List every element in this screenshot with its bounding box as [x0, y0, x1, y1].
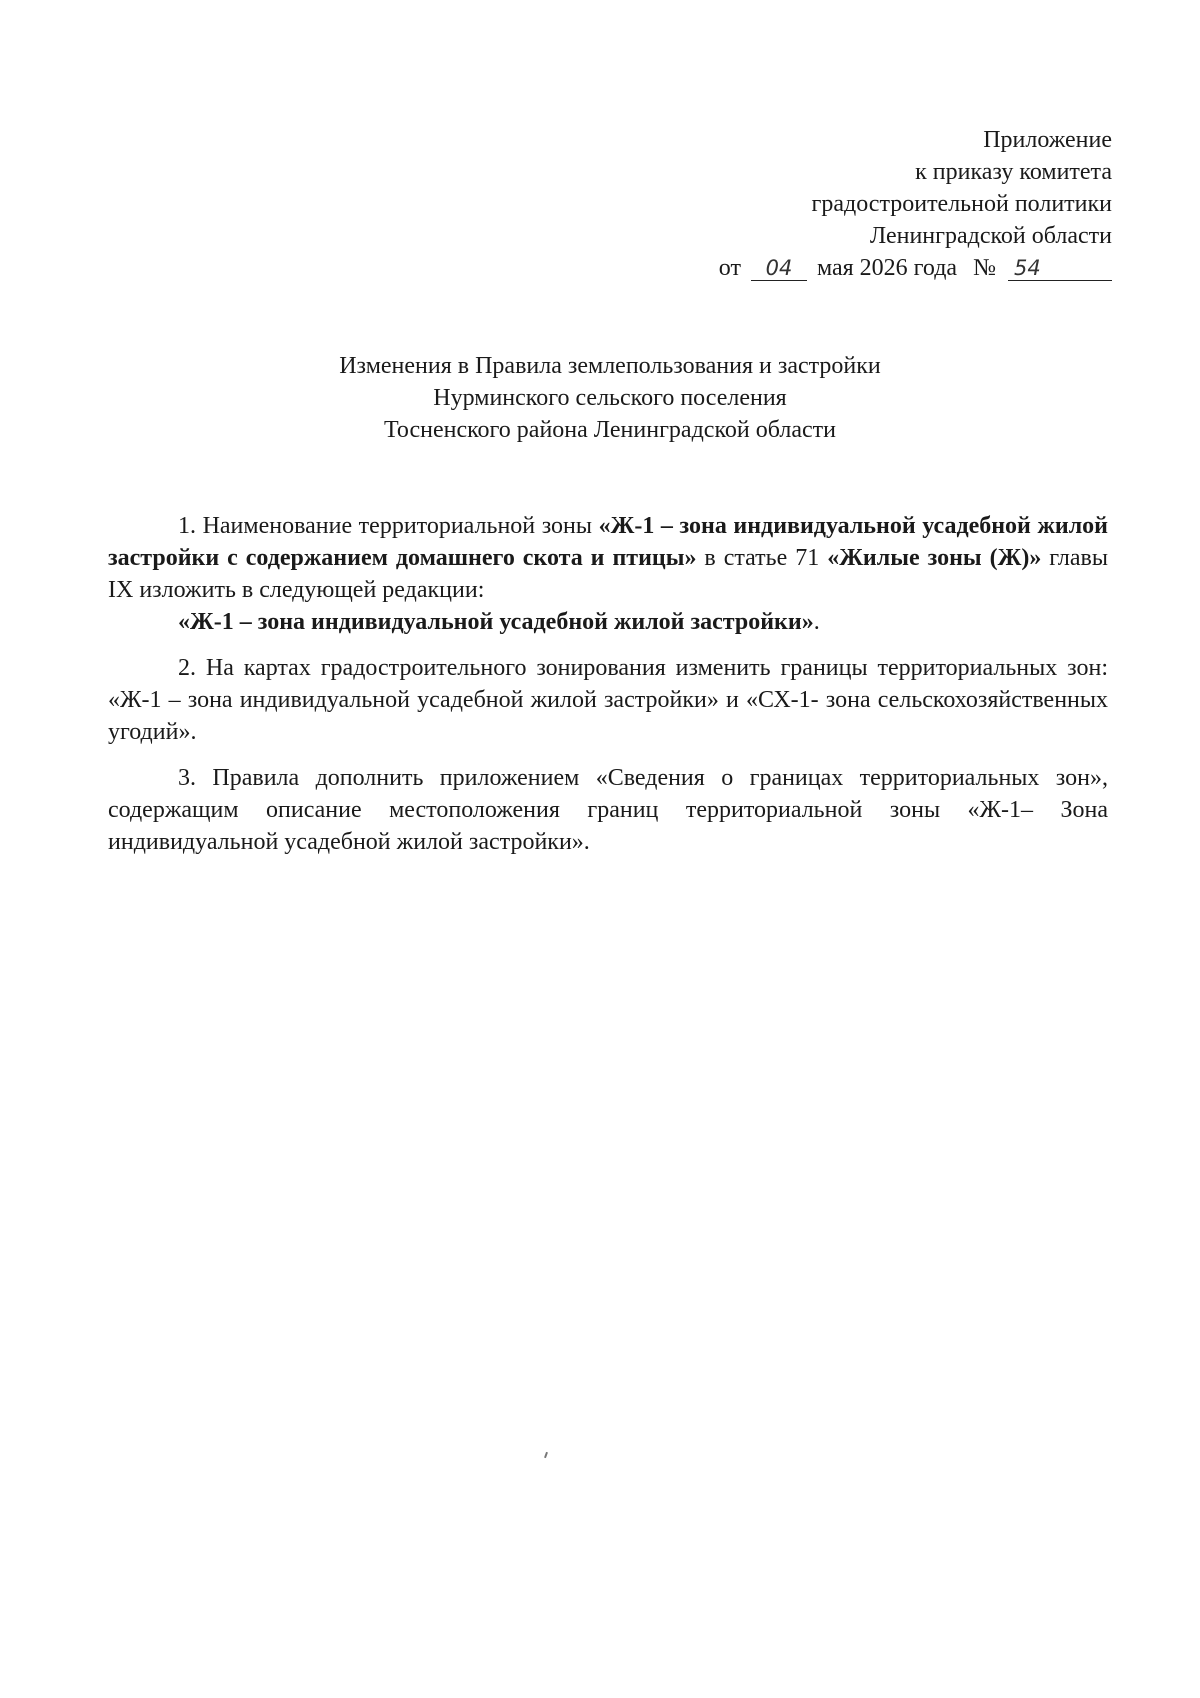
item-1-lead: 1. Наименование территориальной зоны	[178, 513, 599, 539]
order-number-field: 54	[1008, 256, 1112, 281]
item-3: 3. Правила дополнить приложением «Сведения о границах территориальных зон», содержащим описание местоположения границ территориальной зоны «Ж-1– Зона индивидуальной усадебной жилой застройки».	[108, 765, 1108, 855]
order-month-year: мая 2026 года	[816, 255, 958, 281]
item-1-zone-old-name: «Ж-1 – зона индивидуальной усадебной жилой застройки с содержанием домашнего скота и птицы»	[108, 513, 1108, 571]
item-1-tail: главы IX изложить в следующей редакции:	[108, 545, 1108, 603]
order-day-field: 04	[751, 256, 807, 281]
annex-title: Приложение	[983, 127, 1112, 153]
annex-region: Ленинградской области	[869, 223, 1112, 249]
item-1	[108, 510, 1108, 606]
order-number-sign: №	[973, 255, 996, 281]
document-title	[0, 350, 1200, 446]
item-1-new-name	[108, 606, 1108, 638]
item-1-end: .	[813, 609, 820, 635]
title-line-3: Тосненского района Ленинградской области	[384, 417, 836, 443]
item-2: 2. На картах градостроительного зонирования изменить границы территориальных зон: «Ж-1 – зона индивидуальной усадебной жилой застройки» и «СХ-1- зона сельскохозяйственных угодий».	[108, 655, 1108, 745]
title-line-2: Нурминского сельского поселения	[433, 385, 787, 411]
order-from-label: от	[718, 255, 741, 281]
item-1-mid: в статье 71	[696, 545, 828, 571]
item-1-article-name: «Жилые зоны (Ж)»	[827, 545, 1042, 571]
item-1-zone-new-name: «Ж-1 – зона индивидуальной усадебной жилой застройки»	[178, 609, 814, 635]
title-line-1: Изменения в Правила землепользования и застройки	[339, 353, 881, 379]
annex-order-ref: к приказу комитета	[915, 159, 1112, 185]
annex-committee: градостроительной политики	[811, 191, 1112, 217]
scan-speck	[544, 1452, 548, 1458]
document-body	[108, 510, 1108, 858]
order-date-line	[512, 252, 1112, 284]
annex-header	[512, 124, 1112, 284]
